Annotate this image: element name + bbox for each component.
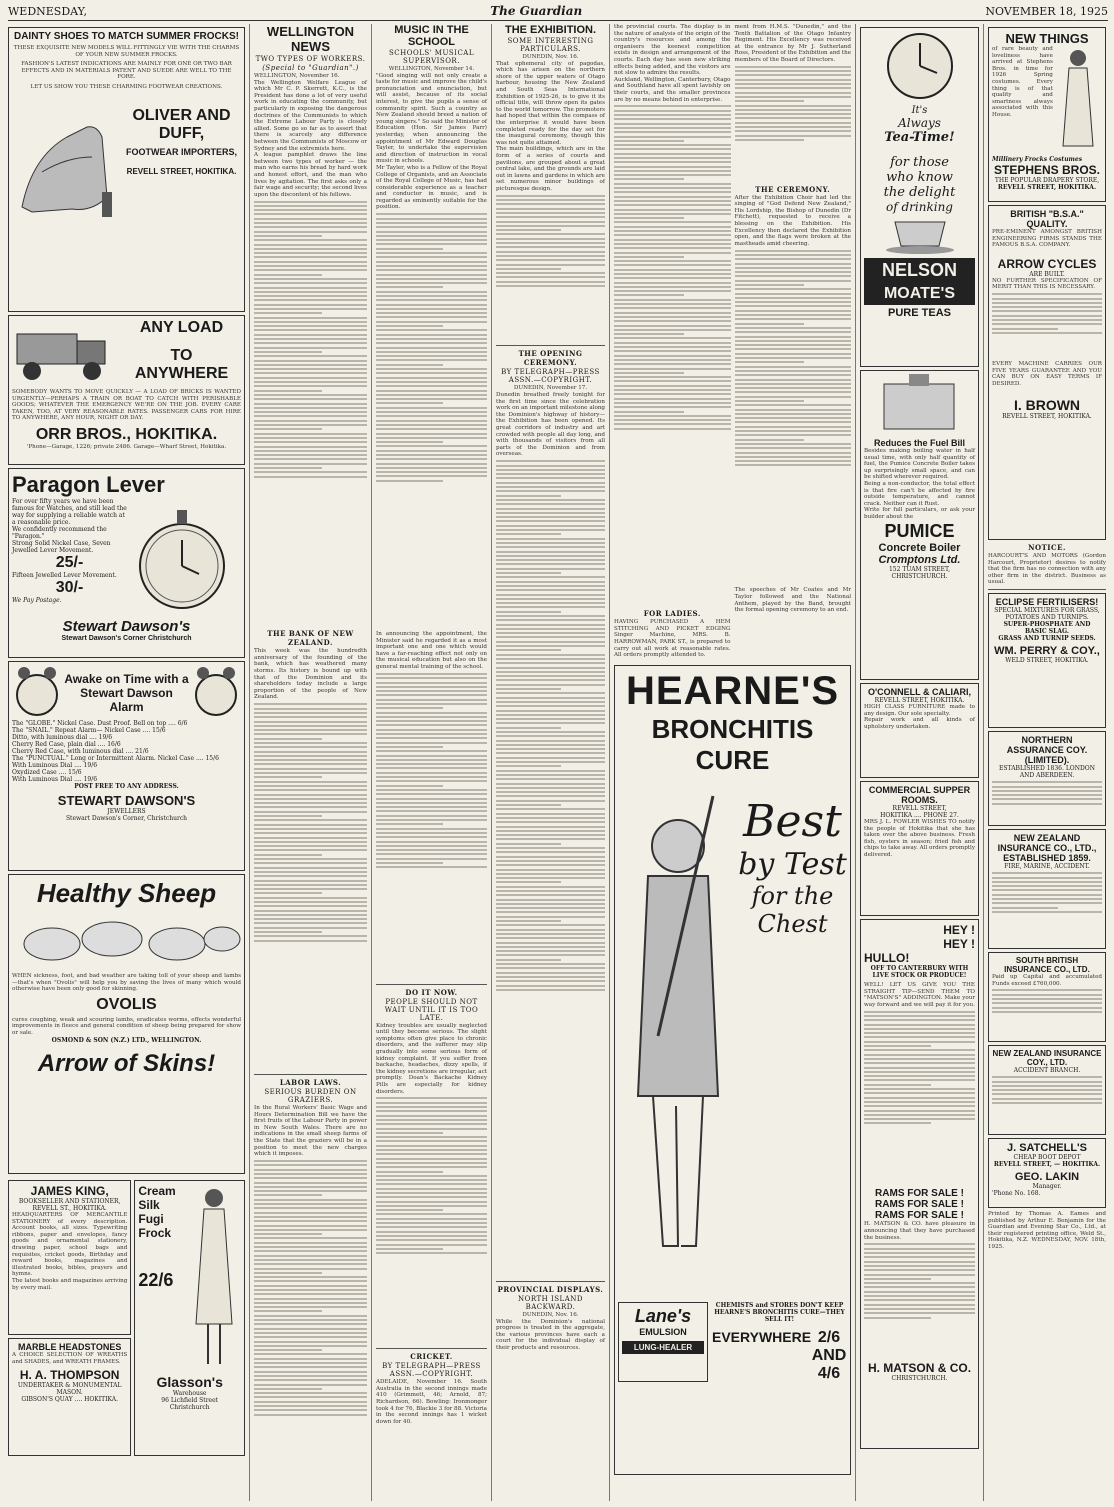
column-5 bbox=[610, 24, 856, 1501]
ad-load-phone: 'Phone—Garage, 1226; private 2486. Garage—Wharf Street, Hokitika. bbox=[26, 443, 227, 450]
doit-subhead: DO IT NOW. bbox=[405, 987, 458, 997]
ad-nz-title: NEW ZEALAND INSURANCE CO., LTD., ESTABLISHED 1859. bbox=[997, 832, 1097, 863]
article-filler bbox=[496, 458, 605, 1278]
article-filler bbox=[992, 1074, 1102, 1124]
article-filler bbox=[254, 198, 367, 628]
article-filler bbox=[992, 291, 1102, 361]
ad-lakin-phone: 'Phone No. 168. bbox=[992, 1189, 1041, 1197]
article-filler bbox=[376, 671, 487, 981]
alarm-item: Cherry Red Case, plain dial .... 16/6 bbox=[12, 741, 121, 748]
ad-paragon-price1: 25/- bbox=[55, 554, 84, 571]
article-filler bbox=[254, 701, 367, 1071]
ad-tea-b: Always bbox=[898, 116, 941, 130]
ad-tea-e: who know bbox=[886, 170, 953, 185]
ad-pumice-text: Besides making boiling water in half usual time, with only half quantity of fuel, the Pumice Concrete Boiler takes up surprisingly small space, and can be shifted wherever required. bbox=[864, 448, 975, 481]
ad-matson-text2: H. MATSON & CO. have pleasure in announcing that they have purchased the business. bbox=[864, 1221, 975, 1241]
ad-nz-insurance bbox=[988, 829, 1106, 949]
ad-marble-addr: GIBSON'S QUAY .... HOKITIKA. bbox=[21, 1396, 119, 1404]
article-para: ment from H.M.S. "Dunedin," and the Tenth Battalion of the Otago Infantry Regiment. His Excellency was received at the entrance by Mr J. Sutherland Ross, President of the Exhibition and the members of the Board of Directors. bbox=[734, 24, 851, 63]
notice-subhead: NOTICE. bbox=[1028, 543, 1066, 552]
labor-subhead: LABOR LAWS. bbox=[279, 1078, 342, 1088]
ad-hearnes-t1: HEARNE'S bbox=[625, 668, 840, 713]
ad-satchell-addr: REVELL STREET, — HOKITIKA. bbox=[993, 1160, 1101, 1168]
ad-matson-city: CHRISTCHURCH. bbox=[891, 1375, 948, 1383]
ad-marble-line: UNDERTAKER & MONUMENTAL MASON. bbox=[17, 1382, 122, 1397]
masthead bbox=[8, 2, 1108, 21]
ad-satchell-text: CHEAP BOOT DEPOT bbox=[1013, 1153, 1081, 1161]
opening-sub: BY TELEGRAPH—PRESS ASSN.—COPYRIGHT. bbox=[501, 368, 600, 385]
ad-nac-text: ESTABLISHED 1836. LONDON AND ABERDEEN. bbox=[999, 764, 1095, 779]
article-filler bbox=[992, 987, 1102, 1032]
ad-frock-city: Christchurch bbox=[169, 1404, 210, 1411]
ad-hearnes bbox=[614, 665, 851, 1475]
ad-supper-rooms bbox=[860, 781, 979, 916]
ad-satchell bbox=[988, 1138, 1106, 1208]
ad-bsa-text: PRE-EMINENT AMONGST BRITISH ENGINEERING FIRMS STANDS THE FAMOUS B.S.A. COMPANY. bbox=[992, 229, 1102, 249]
masthead-day: WEDNESDAY, bbox=[8, 4, 88, 18]
ad-tea-brand3: PURE TEAS bbox=[888, 307, 951, 319]
ad-sheep-firm: OSMOND & SON (N.Z.) LTD., WELLINGTON. bbox=[51, 1036, 202, 1044]
provincial-sub: NORTH ISLAND BACKWARD. bbox=[517, 1295, 583, 1311]
ad-lakin-line: Manager. bbox=[1032, 1182, 1062, 1190]
ad-hearnes-every: EVERYWHERE bbox=[712, 1328, 812, 1345]
ad-stephens bbox=[988, 27, 1106, 202]
ad-sb-text: Paid up Capital and accumulated Funds exceed £760,000. bbox=[992, 973, 1102, 987]
ad-shoes-firm2: FOOTWEAR IMPORTERS, bbox=[126, 146, 237, 157]
article-para: The Wellington Welfare League of which Mr C. P. Skerrett, K.C., is the President has done a lot of very useful work in educating the community, but particularly in exposing the dangerous doctrines of the Communists to which the Extreme Labour Party is closely allied. Some go so far as to assert that there is scarcely any difference between the Communists of Moscow or Sydney and the extremists here. bbox=[254, 79, 367, 152]
article-filler bbox=[735, 64, 852, 184]
ad-frock-firm2: Warehouse bbox=[172, 1390, 207, 1397]
ad-matson-rams: RAMS FOR SALE ! bbox=[875, 1188, 964, 1200]
knight-figure-icon bbox=[618, 776, 738, 1296]
ad-load-title1: ANY LOAD bbox=[139, 319, 224, 336]
ad-frock-t3: Fugi bbox=[138, 1212, 164, 1226]
ad-brown-addr: REVELL STREET, HOKITIKA. bbox=[1002, 413, 1092, 421]
ad-arrow-text2: EVERY MACHINE CARRIES OUR FIVE YEARS GUARANTEE AND YOU CAN BUY ON EASY TERMS IF DESIRED. bbox=[992, 360, 1102, 387]
ad-load-firm: ORR BROS., HOKITIKA. bbox=[35, 425, 218, 443]
alarm-item: With Luminous Dial .... 19/6 bbox=[12, 776, 98, 783]
labor-sub: SERIOUS BURDEN ON GRAZIERS. bbox=[264, 1088, 357, 1105]
ad-pumice-text3: Write for full particulars, or ask your builder about the bbox=[864, 507, 975, 520]
article-para: ADELAIDE, November 16. South Australia in the second innings made 410 (Grimmett, 46; Arnold, 87; Richardson, 66). Bowling: Ironmonger took 4 for 76, Blackie 3 for 88. Victoria in the second innings has 1 wicket down for 40. bbox=[376, 1379, 487, 1425]
imprint: Printed by Thomas A. Eames and published by Arthur E. Benjamin for the Guardian and Evening Star Co., Ltd., at their registered printing office, Weld St., Hokitika, N.Z. WEDNESDAY, NOV. 18th, 1925. bbox=[988, 1210, 1106, 1250]
ad-matson-off: OFF TO CANTERBURY WITH LIVE STOCK OR PRODUCE! bbox=[870, 965, 969, 979]
ad-acc-sub: ACCIDENT BRANCH. bbox=[1013, 1066, 1081, 1074]
ad-eclipse-seeds: GRASS AND TURNIP SEEDS. bbox=[998, 634, 1096, 642]
doit-sub: PEOPLE SHOULD NOT WAIT UNTIL IT IS TOO LATE. bbox=[384, 997, 479, 1022]
ad-arrow-title: ARROW CYCLES bbox=[997, 256, 1097, 271]
ad-king-addr: REVELL ST., HOKITIKA. bbox=[32, 1205, 107, 1212]
ad-frock-t2: Silk bbox=[138, 1198, 160, 1212]
ad-northern-assurance bbox=[988, 731, 1106, 826]
article-para: the provincial courts. The display is in the nature of analysis of the origin of the country's resources and among the organisers the keenest competition exists in design and arrangement of the courts. Each day has seen new striking effects being added, and the visitors are not slow to admire the results. bbox=[614, 24, 731, 77]
truck-illustration-icon bbox=[12, 319, 122, 389]
alarm-item: Cherry Red Case, with luminous dial .... 21/6 bbox=[12, 748, 149, 755]
pocket-watch-icon bbox=[127, 498, 237, 618]
alarm-item: The "SNAIL." Repeat Alarm— Nickel Case .... 15/6 bbox=[12, 727, 166, 734]
ad-frock-t4: Frock bbox=[138, 1226, 172, 1240]
ad-matson-hullo: HULLO! bbox=[864, 951, 910, 965]
ad-frock-price: 22/6 bbox=[138, 1270, 174, 1290]
exhibition-sub: SOME INTERESTING PARTICULARS. bbox=[507, 37, 594, 53]
column-2 bbox=[250, 24, 372, 1501]
woman-illustration-icon bbox=[1053, 46, 1102, 156]
ad-paragon-firm: Stewart Dawson's bbox=[62, 618, 191, 635]
ad-king-text: HEADQUARTERS OF MERCANTILE STATIONERY of every description. Account books, all sizes. Typewriting ribbons, paper and envelopes, fancy goods and ornamental stationery, drawing paper, school bags and requisites, cricket goods, Birthday and reward books, magazines and illustrated books, bibles, prayers and hymns. bbox=[12, 1212, 128, 1278]
music-headline: MUSIC IN THE SCHOOL bbox=[394, 24, 469, 48]
ad-stephens-newtext: of rare beauty and loveliness have arrived at Stephens Bros. in time for 1926 Spring costumes. Every thing is of that quality and smartness always associated with this House. bbox=[992, 46, 1053, 118]
alarm-clock-icon bbox=[12, 665, 62, 720]
ad-paragon-firm2: Stewart Dawson's Corner Christchurch bbox=[61, 635, 192, 642]
ad-pumice-title: Reduces the Fuel Bill bbox=[873, 438, 966, 448]
column-6 bbox=[856, 24, 984, 1501]
cricket-subhead: CRICKET. bbox=[410, 1352, 453, 1362]
alarm-item: Oxydized Case .... 15/6 bbox=[12, 769, 82, 776]
ad-tea-brand1: NELSON bbox=[864, 258, 975, 283]
ad-acc-title: NEW ZEALAND INSURANCE COY., LTD. bbox=[992, 1048, 1102, 1067]
ad-pumice bbox=[860, 370, 979, 680]
ad-frock-addr: 96 Lichfield Street bbox=[161, 1397, 219, 1404]
article-filler bbox=[254, 1158, 367, 1501]
alarm-item: The "PUNCTUAL." Long or Intermittent Alarm. Nickel Case .... 15/6 bbox=[12, 755, 219, 762]
ad-matson-rams: RAMS FOR SALE ! bbox=[875, 1199, 964, 1211]
ad-matson-hey: HEY ! bbox=[943, 937, 975, 951]
bank-subhead: THE BANK OF NEW ZEALAND. bbox=[267, 629, 354, 648]
ad-tea-g: of drinking bbox=[886, 200, 953, 214]
ad-eclipse bbox=[988, 593, 1106, 728]
cricket-sub: BY TELEGRAPH—PRESS ASSN.—COPYRIGHT. bbox=[382, 1362, 481, 1379]
ad-alarm-firm2: JEWELLERS bbox=[107, 808, 146, 815]
article-filler bbox=[992, 870, 1102, 940]
ad-matson-text: WELL! LET US GIVE YOU THE STRAIGHT TIP—SEND THEM TO "MATSON'S" ADDINGTON. Make your way forward and we will pay it for you. bbox=[864, 982, 975, 1008]
ad-paragon-text3: Strong Solid Nickel Case, Seven Jewelled Lever Movement. bbox=[12, 540, 111, 554]
wellington-special: (Special to "Guardian".) bbox=[262, 64, 359, 72]
ad-king-text2: The latest books and magazines arriving by every mail. bbox=[12, 1277, 128, 1291]
ad-lakin-name: GEO. LAKIN bbox=[1014, 1170, 1080, 1183]
ad-oconnell bbox=[860, 683, 979, 778]
ad-matson-firm: H. MATSON & CO. bbox=[867, 1361, 972, 1376]
ad-tea-a: It's bbox=[911, 105, 928, 116]
ad-tea-f: the delight bbox=[883, 185, 956, 200]
ad-arrow-sub: ARE BUILT. bbox=[1029, 270, 1065, 278]
opening-subhead: THE OPENING CEREMONY. bbox=[518, 349, 583, 368]
ad-pumice-firm: Cromptons Ltd. bbox=[878, 553, 961, 566]
ad-paragon-text2: We confidently recommend the "Paragon." bbox=[12, 526, 107, 540]
ad-hearnes-price: 2/6 AND 4/6 bbox=[811, 1328, 847, 1382]
wellington-dateline: WELLINGTON, November 16. bbox=[254, 73, 340, 79]
article-para: The speeches of Mr Coates and Mr Taylor followed and the National Anthem, played by the Band, brought the formal opening ceremony to an end. bbox=[734, 587, 851, 614]
article-filler bbox=[735, 247, 852, 587]
alarm-item: The "GLOBE." Nickel Case. Dust Proof. Bell on top .... 6/6 bbox=[12, 720, 188, 727]
ad-stephens-addr: REVELL STREET, HOKITIKA. bbox=[997, 184, 1097, 191]
ad-frock-firm: Glasson's bbox=[156, 1374, 223, 1390]
ad-sheep-tail: Arrow of Skins! bbox=[37, 1049, 216, 1077]
ad-frock bbox=[134, 1180, 245, 1456]
sheep-flock-icon bbox=[12, 909, 245, 969]
ad-stephens-mill: Millinery Frocks Costumes bbox=[992, 156, 1083, 163]
ad-eclipse-text: SPECIAL MIXTURES FOR GRASS, POTATOES AND TURNIPS. bbox=[994, 606, 1100, 621]
article-filler bbox=[376, 211, 487, 631]
ad-lanes-t2: EMULSION bbox=[639, 1327, 687, 1338]
provincial-dateline: DUNEDIN, Nov. 16. bbox=[522, 1312, 579, 1318]
ad-king-name: JAMES KING, bbox=[30, 1184, 109, 1198]
article-para: Auckland, Wellington, Canterbury, Otago and Southland have all spent lavishly on their courts, and the smaller provinces are by no means behind in enterprise. bbox=[614, 76, 731, 103]
alarm-item: With Luminous Dial .... 19/6 bbox=[12, 762, 98, 769]
ad-hearnes-chem: CHEMISTS and STORES DON'T KEEP HEARNE'S BRONCHITIS CURE—THEY SELL IT! bbox=[714, 1301, 845, 1323]
ad-stephens-firm2: THE POPULAR DRAPERY STORE, bbox=[994, 177, 1100, 184]
music-dateline: WELLINGTON, November 14. bbox=[388, 66, 475, 72]
exhibition-headline: THE EXHIBITION. bbox=[504, 24, 597, 36]
ad-oconnell-text2: Repair work and all kinds of upholstery undertaken. bbox=[864, 717, 975, 730]
article-filler bbox=[496, 192, 605, 342]
ad-shoes-line2: FASHION'S LATEST INDICATIONS ARE MAINLY FOR ONE OR TWO BAR EFFECTS AND IN MATERIALS PATENT AND SUEDE ARE WELL TO THE FORE. bbox=[21, 61, 232, 81]
masthead-date: NOVEMBER 18, 1925 bbox=[985, 4, 1108, 18]
alarm-clock-icon bbox=[191, 665, 241, 720]
article-para: That ephemeral city of pagodas, which has arisen on the northern shore of the upper waters of Otago harbour, housing the New Zealand and South Seas International Exhibition of 1925-26, is to give it its official title, will throw open its gates to the world tomorrow. The promoters had hoped that within the compass of the enterprise it would have been completed ready for the day set for the inaugural ceremony, though this was not quite attained. bbox=[496, 60, 605, 146]
ad-eclipse-super: SUPER-PHOSPHATE AND BASIC SLAG. bbox=[1003, 620, 1091, 635]
ad-marble-firm: H. A. THOMPSON bbox=[19, 1368, 120, 1383]
ad-pumice-brand: PUMICE bbox=[884, 520, 955, 541]
ad-sheep-brand: OVOLIS bbox=[96, 995, 157, 1013]
opening-dateline: DUNEDIN, November 17. bbox=[513, 385, 588, 392]
article-filler bbox=[864, 1241, 975, 1361]
ad-accident-branch bbox=[988, 1045, 1106, 1135]
article-para: In announcing the appointment, the Minister said he regarded it as a most important one and one which would have a far-reaching effect not only on the musical education but also on the general mental training of the school. bbox=[376, 631, 487, 671]
ad-supper-text: MRS J. L. FOWLER WISHES TO notify the people of Hokitika that she has taken over the above business. Fresh fish, oysters in season; fried fish and chips to take away. All orders promptly delivered. bbox=[864, 819, 975, 858]
article-para: Mr Tayler, who is a Fellow of the Royal College of Organists, and an Associate of the Royal College of Music, has had considerable experience as a teacher and conductor in music, and is regarded as eminently suitable for the position. bbox=[376, 164, 487, 211]
article-filler bbox=[992, 779, 1102, 824]
ad-bsa-title: BRITISH "B.S.A." QUALITY. bbox=[1010, 209, 1084, 229]
ad-lanes bbox=[618, 1302, 708, 1382]
notice-text: HARCOURT'S AND MOTORS (Gordon Harcourt, Proprietor) desires to notify that the firm has no connection with any other firm in the district. Business as usual. bbox=[988, 553, 1106, 586]
ad-marble-text: A CHOICE SELECTION OF WREATHS and SHADES, and WREATH FRAMES. bbox=[12, 1352, 128, 1365]
article-para: This week was the hundredth anniversary of the founding of the bank, which has weathered many storms. Its history is bound up with that of the Dominion and its shareholders today include a large proportion of the people of New Zealand. bbox=[254, 648, 367, 701]
masthead-paper: The Guardian bbox=[490, 4, 583, 18]
article-para: "Good singing will not only create a taste for music and improve the child's pronunciation and enunciation, but will assist, because of its social interest, to give the pupils a sense of community spirit. Such a country as New Zealand should breed a nation of young singers." So said the Minister of Education (Hon. Sir James Parr) yesterday, when announcing the appointment of Mr Edward Douglas Tayler, to undertake the supervision and direction of instruction in vocal music in schools. bbox=[376, 72, 487, 165]
article-filler bbox=[376, 1095, 487, 1345]
ad-tea-c: Tea-Time! bbox=[884, 130, 955, 145]
ad-oconnell-name: O'CONNELL & CALIARI, bbox=[868, 687, 971, 697]
ad-james-king bbox=[8, 1180, 131, 1335]
woman-frock-illustration-icon bbox=[186, 1184, 241, 1374]
ad-sheep bbox=[8, 874, 245, 1174]
article-filler bbox=[864, 1008, 975, 1188]
ad-pumice-addr: 152 TUAM STREET, CHRISTCHURCH. bbox=[888, 565, 951, 580]
ad-shoes-firm: OLIVER AND DUFF, bbox=[132, 106, 231, 142]
ad-hearnes-best1: Best bbox=[743, 795, 842, 847]
ad-alarm-post: POST FREE TO ANY ADDRESS. bbox=[74, 783, 179, 790]
ad-load-title2: TO ANYWHERE bbox=[134, 347, 229, 382]
clock-icon bbox=[865, 31, 975, 101]
ad-paragon-title: Paragon Lever bbox=[12, 472, 165, 497]
ceremony-subhead: THE CEREMONY. bbox=[755, 184, 831, 194]
ad-marble bbox=[8, 1338, 131, 1456]
ad-brown-name: I. BROWN bbox=[1013, 397, 1081, 414]
ad-satchell-name: J. SATCHELL'S bbox=[1006, 1141, 1088, 1154]
ad-stephens-new: NEW THINGS bbox=[1005, 31, 1089, 46]
article-para: HAVING PURCHASED A HEM STITCHING AND PICKET EDGING Singer Machine, MRS. B. HARROWMAN, PARK ST., is prepared to carry out all work at reasonable rates. All orders promptly attended to. bbox=[614, 619, 731, 659]
ad-sheep-text2: cures coughing, weak and scouring lambs, eradicates worms, effects wonderful improvements in fleece and general condition of sheep being prepared for show or sale. bbox=[12, 1016, 241, 1036]
article-para: The main buildings, which are in the form of a series of courts and pavilions, are grouped about a great central lake, and the grounds are laid out in lawns and gardens in which are set numerous minor buildings of picturesque design. bbox=[496, 146, 605, 192]
ad-sb-title: SOUTH BRITISH INSURANCE CO., LTD. bbox=[1004, 955, 1090, 974]
ad-matson bbox=[860, 919, 979, 1449]
ad-nz-text: FIRE, MARINE, ACCIDENT. bbox=[1004, 862, 1090, 870]
column-4 bbox=[492, 24, 610, 1501]
ad-hearnes-best3: for the Chest bbox=[751, 881, 834, 938]
column-1 bbox=[4, 24, 250, 1501]
music-sub: SCHOOLS' MUSICAL SUPERVISOR. bbox=[388, 49, 474, 65]
ad-sheep-title: Healthy Sheep bbox=[36, 878, 217, 908]
article-para: A league pamphlet draws the line between two types of worker — the man who earns his bread by hard work and honest effort, and the man who lives by agitation. The first asks only a fair wage and security; the second lives upon the discontent of his fellows. bbox=[254, 152, 367, 198]
column-3 bbox=[372, 24, 492, 1501]
ad-sheep-text: WHEN sickness, foot, and bad weather are taking toll of your sheep and lambs—that's when "Ovolis" will help you by saving the lives of many which would otherwise have been only good for skinning. bbox=[12, 973, 241, 993]
article-filler bbox=[614, 103, 731, 608]
ad-shoes-line3: LET US SHOW YOU THESE CHARMING FOOTWEAR CREATIONS. bbox=[30, 83, 223, 90]
ad-supper-addr2: HOKITIKA .... PHONE 27. bbox=[880, 812, 959, 819]
wellington-sub: TWO TYPES OF WORKERS. bbox=[255, 55, 366, 63]
ad-alarm-firm: STEWART DAWSON'S bbox=[57, 793, 196, 808]
ad-load bbox=[8, 315, 245, 465]
exhibition-dateline: DUNEDIN, Nov. 16. bbox=[522, 54, 579, 60]
ad-perry-addr: WELD STREET, HOKITIKA. bbox=[1005, 656, 1089, 664]
ad-lanes-t3: LUNG-HEALER bbox=[622, 1341, 704, 1354]
ad-king-line: BOOKSELLER AND STATIONER, bbox=[18, 1198, 121, 1205]
ad-alarm bbox=[8, 661, 245, 871]
ad-south-british bbox=[988, 952, 1106, 1042]
column-7 bbox=[984, 24, 1110, 1501]
ad-shoes bbox=[8, 27, 245, 312]
ad-eclipse-title: ECLIPSE FERTILISERS! bbox=[995, 596, 1099, 607]
wellington-headline: WELLINGTON NEWS bbox=[266, 24, 355, 54]
article-para: In the Rural Workers' Basic Wage and Hours Determination Bill we have the first fruits of the Labour Party in power in New South Wales. There are no indications in the small sheep farms of the State that the graziers will be in a position to meet the new charges which it imposes. bbox=[254, 1105, 367, 1158]
ad-paragon-price2: 30/- bbox=[55, 579, 84, 596]
ad-lanes-t1: Lane's bbox=[634, 1306, 692, 1327]
ad-nac-title: NORTHERN ASSURANCE COY. (LIMITED). bbox=[1006, 734, 1088, 765]
article-para: Kidney troubles are usually neglected until they become serious. The slight symptoms often give place to chronic disorders, and the sufferer may slip gradually into some serious form of kidney complaint. If you suffer from backache, headaches, dizzy spells, if the kidney secretions are irregular, act promptly. Doan's Backache Kidney Pills are especially for kidney disorders. bbox=[376, 1022, 487, 1095]
article-para: While the Dominion's national progress is treated in the aggregate, the various provinces have each a court for the individual display of their products and resources. bbox=[496, 1318, 605, 1351]
ad-pumice-brand2: Concrete Boiler bbox=[878, 541, 961, 554]
ad-supper-title: COMMERCIAL SUPPER ROOMS. bbox=[868, 785, 971, 805]
ad-nelson-moate bbox=[860, 27, 979, 367]
ad-hearnes-best2: by Test bbox=[738, 846, 847, 882]
ad-paragon-text: For over fifty years we have been famous for Watches, and still lead the way for supplying a reliable watch at a reasonable price. bbox=[12, 498, 127, 526]
ad-tea-d: for those bbox=[890, 155, 949, 170]
ad-oconnell-addr: REVELL STREET, HOKITIKA. bbox=[874, 697, 965, 704]
ad-alarm-firm3: Stewart Dawson's Corner, Christchurch bbox=[65, 815, 188, 822]
ad-marble-title: MARBLE HEADSTONES bbox=[18, 1342, 122, 1352]
ad-paragon-text4: Fifteen Jewelled Lever Movement. bbox=[12, 572, 117, 579]
ad-paragon-postage: We Pay Postage. bbox=[12, 597, 62, 604]
article-para: After the Exhibition Choir had led the singing of "God Defend New Zealand," His Lordship, the Bishop of Dunedin (Dr Fitchett), requested to receive a blessing on the Exhibition. His Excellency then declared the Exhibition open, and the flags were broken at the mastheads amid cheering. bbox=[734, 194, 851, 247]
ad-arrow-cycles bbox=[988, 205, 1106, 540]
article-para: Dunedin breathed freely tonight for the first time since the celebration work on an important milestone along the Dominion's highway of history—the Exhibition has been opened. Its great corridors of industry and art crowded with people all day long, and with thousands of visitors from all parts of the Dominion and from overseas. bbox=[496, 392, 605, 458]
shoe-illustration-icon bbox=[12, 97, 122, 227]
ladies-subhead: FOR LADIES. bbox=[643, 609, 701, 619]
alarm-item: Ditto, with luminous dial .... 19/6 bbox=[12, 734, 113, 741]
ad-perry-name: WM. PERRY & COY., bbox=[994, 644, 1100, 657]
ad-shoes-line1: THESE EXQUISITE NEW MODELS WILL FITTINGLY VIE WITH THE CHARMS OF YOUR NEW SUMMER FROCKS. bbox=[13, 45, 240, 58]
ad-matson-hey: HEY ! bbox=[943, 923, 975, 937]
ad-hearnes-t2: BRONCHITIS CURE bbox=[651, 713, 814, 775]
ad-oconnell-text: HIGH CLASS FURNITURE made to any design. Our sole specialty. bbox=[864, 704, 975, 717]
boiler-icon bbox=[864, 374, 974, 434]
ad-tea-brand2: MOATE'S bbox=[864, 283, 975, 305]
ad-supper-addr: REVELL STREET, bbox=[892, 805, 947, 812]
teacup-icon bbox=[865, 214, 975, 254]
ad-load-text: SOMEBODY WANTS TO MOVE QUICKLY — A LOAD OF BRICKS IS WANTED URGENTLY—PERHAPS A TRAIN OR BOAT TO CATCH WITH PERISHABLE GOODS; WHATEVER THE EMERGENCY WE'RE ON THE JOB. EVERY CARE TAKEN, TOO, AT VERY REASONABLE RATES. PASSENGER CARS FOR HIRE TO ANYWHERE, ANY HOUR, NIGHT OR DAY. bbox=[12, 389, 241, 422]
ad-matson-rams: RAMS FOR SALE ! bbox=[875, 1210, 964, 1222]
ad-paragon bbox=[8, 468, 245, 658]
ad-alarm-title: Awake on Time with a Stewart Dawson Alarm bbox=[64, 671, 189, 714]
ad-shoes-addr: REVELL STREET, HOKITIKA. bbox=[126, 166, 237, 176]
ad-pumice-text2: Being a non-conductor, the total effect is that fire can't be affected by fire outside temperature, and cannot crack. Neither can it Rust. bbox=[864, 480, 975, 507]
ad-arrow-text: NO FURTHER SPECIFICATION OF MERIT THAN THIS IS NECESSARY. bbox=[992, 277, 1102, 291]
ad-frock-t1: Cream bbox=[138, 1184, 176, 1198]
ad-stephens-firm: STEPHENS BROS. bbox=[993, 163, 1101, 177]
provincial-subhead: PROVINCIAL DISPLAYS. bbox=[497, 1285, 604, 1294]
ad-shoes-title: DAINTY SHOES TO MATCH SUMMER FROCKS! bbox=[13, 31, 239, 42]
